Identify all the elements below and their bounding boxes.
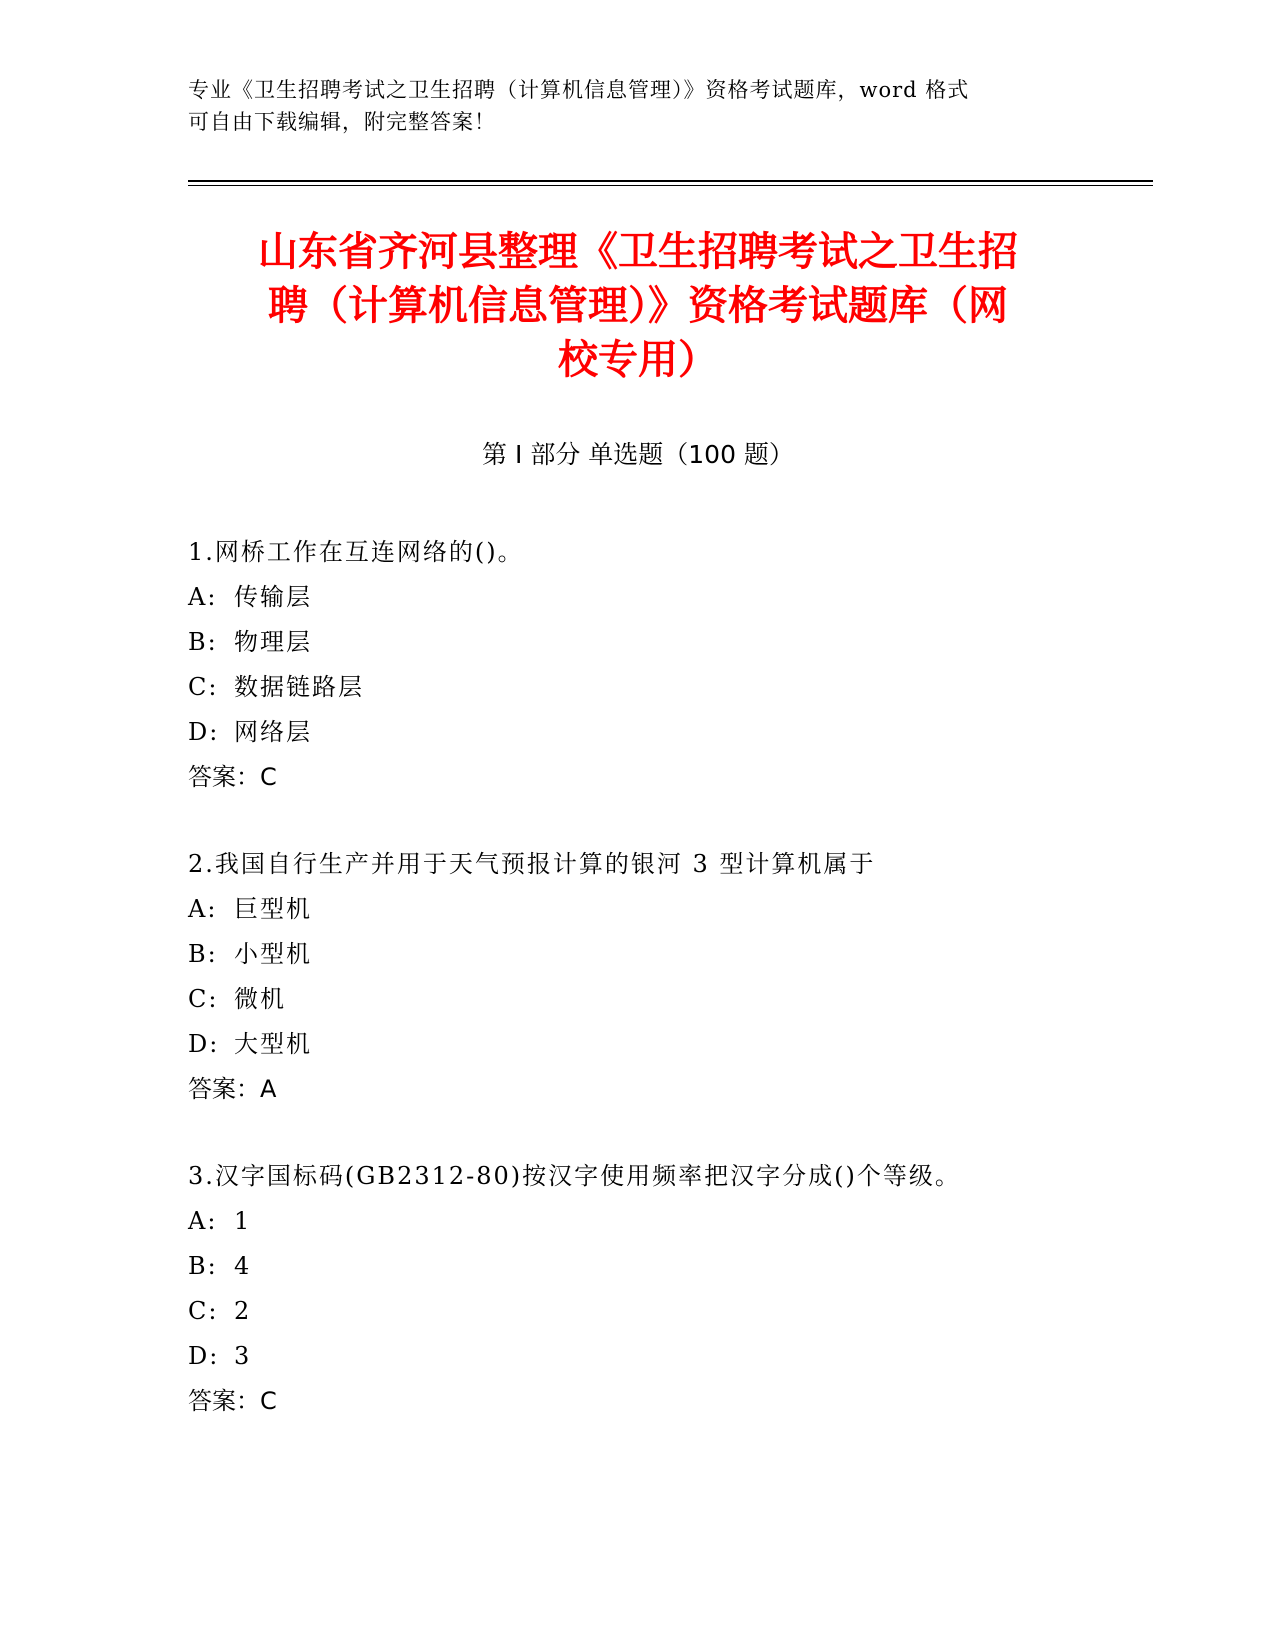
option-text: 3 [234, 1342, 252, 1370]
option-text: 2 [234, 1297, 252, 1325]
option-text: 巨型机 [234, 895, 312, 923]
header-rule-thick [188, 180, 1153, 182]
answer-line: 答案：A [188, 1075, 277, 1103]
option-b [188, 1244, 1148, 1289]
option-c [188, 977, 1148, 1022]
question-3 [188, 1154, 1148, 1424]
option-text: 物理层 [234, 628, 312, 656]
option-d [188, 710, 1148, 755]
answer-line: 答案：C [188, 763, 277, 791]
answer-line: 答案：C [188, 1387, 277, 1415]
header-rule-thin [188, 185, 1153, 186]
option-a [188, 887, 1148, 932]
option-d [188, 1334, 1148, 1379]
option-text: 小型机 [234, 940, 312, 968]
question-1 [188, 530, 1148, 800]
option-text: 传输层 [234, 583, 312, 611]
header-note-line-1: 专业《卫生招聘考试之卫生招聘（计算机信息管理）》资格考试题库，word 格式 [188, 78, 970, 102]
option-label: A: [188, 583, 218, 611]
option-text: 数据链路层 [234, 673, 364, 701]
document-title-line-2: 聘（计算机信息管理）》资格考试题库（网 [268, 283, 1008, 329]
option-label: A: [188, 1207, 218, 1235]
option-label: B: [188, 1252, 218, 1280]
question-text: 2.我国自行生产并用于天气预报计算的银河 3 型计算机属于 [188, 850, 876, 878]
option-label: C: [188, 1297, 219, 1325]
option-label: C: [188, 985, 219, 1013]
option-c [188, 1289, 1148, 1334]
option-text: 网络层 [234, 718, 312, 746]
option-label: A: [188, 895, 218, 923]
option-a [188, 1199, 1148, 1244]
question-2 [188, 842, 1148, 1112]
option-text: 1 [234, 1207, 252, 1235]
option-b [188, 620, 1148, 665]
header-note-line-2: 可自由下载编辑，附完整答案！ [188, 110, 496, 134]
option-b [188, 932, 1148, 977]
question-text: 3.汉字国标码(GB2312-80)按汉字使用频率把汉字分成()个等级。 [188, 1162, 961, 1190]
document-title [188, 225, 1088, 387]
option-c [188, 665, 1148, 710]
option-text: 大型机 [234, 1030, 312, 1058]
option-label: C: [188, 673, 219, 701]
header-note [188, 74, 1068, 138]
option-label: D: [188, 1342, 220, 1370]
option-text: 4 [234, 1252, 252, 1280]
option-d [188, 1022, 1148, 1067]
document-title-line-3: 校专用） [558, 337, 718, 383]
option-a [188, 575, 1148, 620]
option-label: D: [188, 718, 220, 746]
option-text: 微机 [234, 985, 286, 1013]
question-text: 1.网桥工作在互连网络的()。 [188, 538, 524, 566]
option-label: B: [188, 628, 218, 656]
option-label: B: [188, 940, 218, 968]
section-heading: 第 I 部分 单选题（100 题） [482, 440, 794, 469]
question-list [188, 530, 1148, 1466]
option-label: D: [188, 1030, 220, 1058]
document-title-line-1: 山东省齐河县整理《卫生招聘考试之卫生招 [258, 229, 1018, 275]
